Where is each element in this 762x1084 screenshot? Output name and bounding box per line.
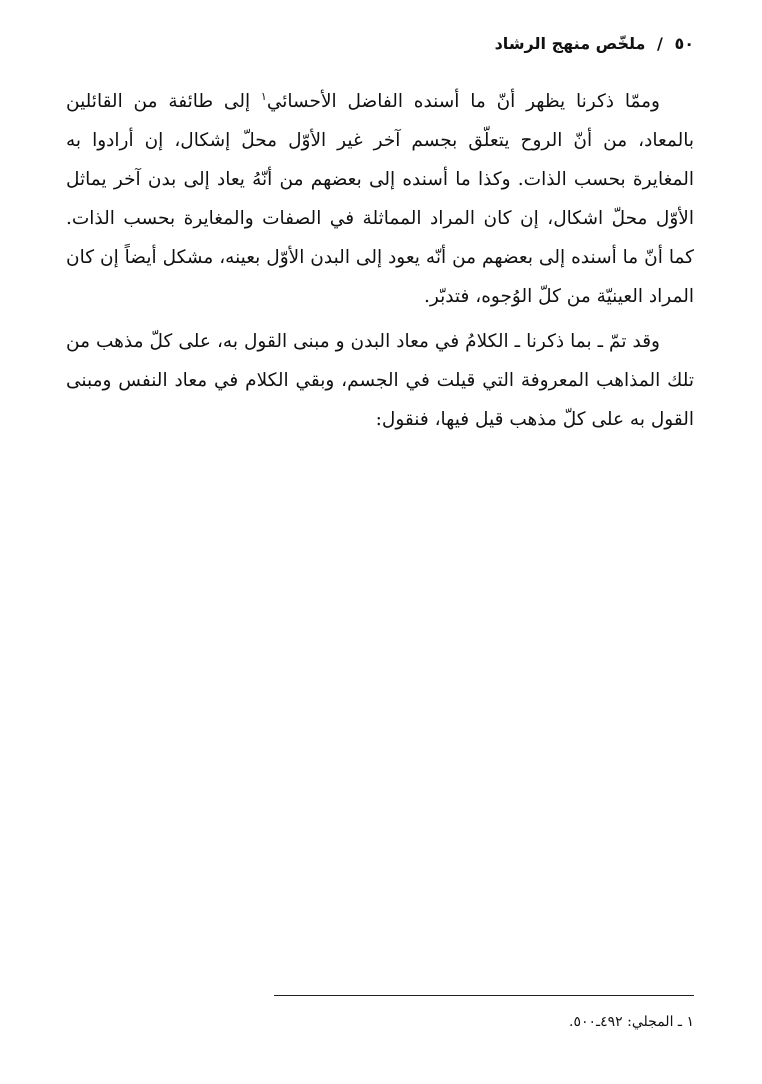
paragraph-2: وقد تمّ ـ بما ذكرنا ـ الكلامُ في معاد البدن و مبنى القول به، على كلّ مذهب من تلك المذاهب المعروفة التي قيلت في الجسم، وبقي الكلام في معاد النفس ومبنى القول به على كلّ مذهب قيل فيها، فنقول:: [66, 331, 694, 430]
header-separator: /: [657, 34, 663, 53]
paragraph-1: [66, 82, 694, 316]
main-text: [66, 82, 694, 439]
paragraph-1-start: وممّا ذكرنا يظهر أنّ ما أسنده الفاضل الأحسائي: [266, 91, 660, 112]
footnote-separator: [274, 995, 694, 996]
paragraph-1-rest: إلى طائفة من القائلين بالمعاد، من أنّ الروح يتعلّق بجسم آخر غير الأوّل محلّ إشكال، إن أرادوا به المغايرة بحسب الذات. وكذا ما أسنده إلى بعضهم من أنّهُ يعاد إلى بدن آخر يماثل الأوّل محلّ اشكال، إن كان المراد المماثلة في الصفات والمغايرة بحسب الذات. كما أنّ ما أسنده إلى بعضهم من أنّه يعود إلى البدن الأوّل بعينه، مشكل أيضاً إن كان المراد العينيّة من كلّ الوُجوه، فتدبّر.: [66, 91, 694, 307]
footnote: ١ ـ المجلي: ٤٩٢ـ٥٠٠.: [569, 1014, 694, 1030]
running-header: [489, 34, 694, 53]
page-number: ٥٠: [674, 34, 694, 53]
footnote-reference: ١: [260, 89, 267, 103]
book-title: ملخّص منهج الرشاد: [494, 34, 646, 53]
